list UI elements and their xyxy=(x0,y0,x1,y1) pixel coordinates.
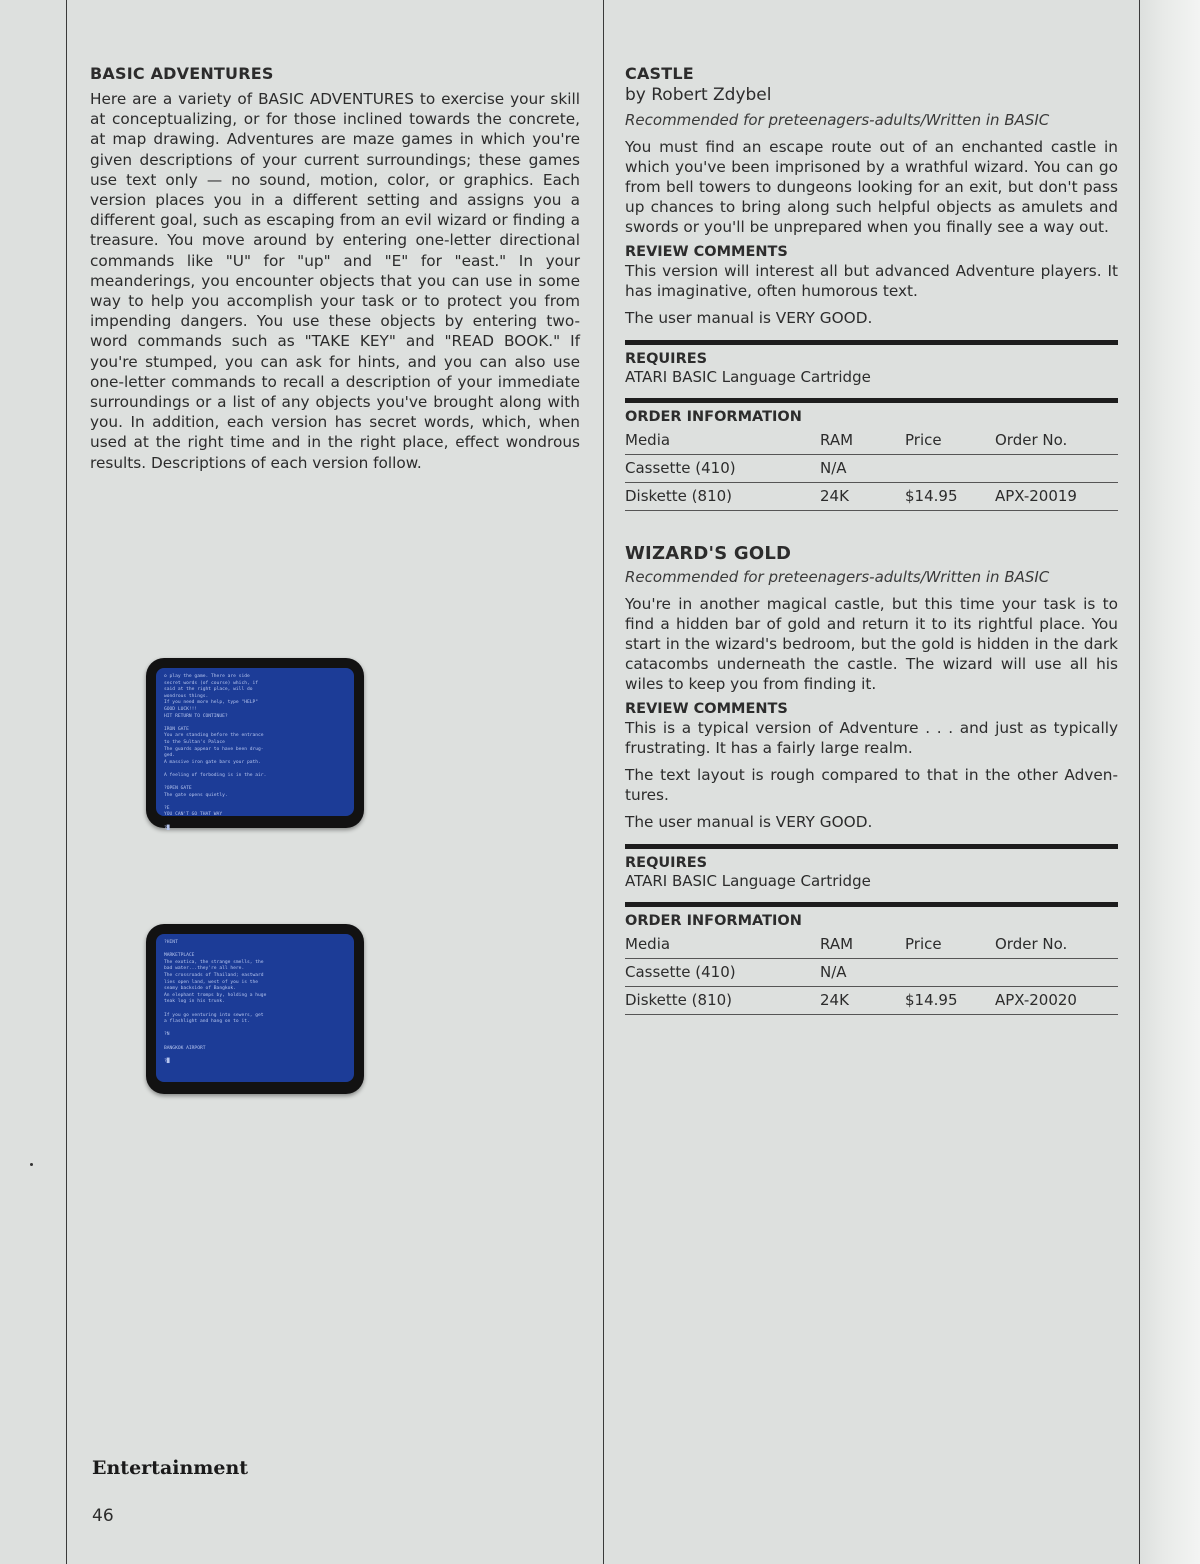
screen-text-line xyxy=(164,1006,346,1013)
screen-text-line: A massive iron gate bars your path. xyxy=(164,759,261,765)
cell-price xyxy=(905,959,995,987)
screen-text-line: You are standing before the entrance xyxy=(164,733,264,739)
wizard-review-heading: REVIEW COMMENTS xyxy=(625,701,788,717)
wizard-requires-heading: REQUIRES xyxy=(625,855,708,871)
left-margin-rule xyxy=(66,0,67,1564)
wizard-review-2: The text layout is rough compared to that in the other Adven-tures. xyxy=(625,766,1118,804)
castle-review-2: The user manual is VERY GOOD. xyxy=(625,309,873,327)
screen-text-line: ?E xyxy=(164,805,170,811)
table-header-row xyxy=(625,427,1118,455)
wizard-description: You're in another magical castle, but this time your task is to find a hidden bar of gold and return it to its rightful place. You start in the wizard's bedroom, but the gold is hidden in the dark catacombs underneath the castle. The wizard will use all his wiles to keep you from finding it. xyxy=(625,595,1118,693)
screen-text-line: MARKETPLACE xyxy=(164,953,195,959)
castle-review-1: This version will interest all but advanced Adventure players. It has imaginative, often humorous text. xyxy=(625,262,1118,300)
right-margin-rule xyxy=(1139,0,1140,1564)
castle-description: You must find an escape route out of an enchanted castle in which you've been imprisoned by a wrathful wizard. You can go from bell towers to dungeons looking for an exit, but don't pass up chances to bring along such helpful objects as amulets and swords or you'll be unprepared when you finally see a way out. xyxy=(625,138,1118,236)
screen-text-line: o play the game. There are side xyxy=(164,674,250,679)
cell-ram: N/A xyxy=(820,455,905,483)
wizard-review-1: This is a typical version of Adventure . . . and just as typically frustrating. It has a fairly large realm. xyxy=(625,719,1118,757)
cell-media: Cassette (410) xyxy=(625,455,820,483)
col-order-no: Order No. xyxy=(995,931,1118,959)
screen-text-line: seamy backside of Bangkok. xyxy=(164,986,236,992)
screen-text-line xyxy=(164,799,346,806)
screen-text-line: IRON GATE xyxy=(164,726,189,732)
screen-text-line: wondrous things. xyxy=(164,693,209,699)
wizard-recommended: Recommended for preteenagers-adults/Written in BASIC xyxy=(625,568,1050,586)
cell-order-no xyxy=(995,959,1118,987)
screen-text-line: The exotica, the strange smells, the xyxy=(164,959,264,965)
screen-text-line: ?OPEN GATE xyxy=(164,786,192,792)
cell-media: Cassette (410) xyxy=(625,959,820,987)
screen-text-line: secret words (of course) which, if xyxy=(164,680,259,686)
screen-text-line: If you need more help, type "HELP" xyxy=(164,700,259,706)
col-price: Price xyxy=(905,931,995,959)
cell-media: Diskette (810) xyxy=(625,987,820,1015)
castle-requires-heading: REQUIRES xyxy=(625,351,708,367)
table-row xyxy=(625,987,1118,1015)
screen-text-line xyxy=(164,819,346,826)
screenshot-wizards-gold xyxy=(146,924,364,1094)
screen-text-line: teak log in his trunk. xyxy=(164,999,225,1005)
wizard-divider-2 xyxy=(625,902,1118,907)
screen-text-line: ?HINT xyxy=(164,940,178,945)
screen-text-line: HIT RETURN TO CONTINUE? xyxy=(164,713,228,719)
basic-adventures-intro: Here are a variety of BASIC ADVENTURES to exercise your skill at conceptualizing, or for those inclined towards the concrete, at map drawing. Adventures are maze games in which you're given descriptions of your current surroundings; these games use text only — no sound, motion, color, or graphics. Each version places you in a different setting and assigns you a different goal, such as escaping from an evil wizard or finding a treasure. You move around by entering one-letter directional commands like "U" for "up" and "E" for "east." In your meanderings, you encounter objects that you can use in some way to help you accomplish your task or to protect you from impending dangers. You use these objects by entering two-word commands such as "TAKE KEY" and "READ BOOK." If you're stumped, you can ask for hints, and you can also use one-letter commands to recall a description of your immediate surroundings or a list of any objects you've brought along with you. In addition, each version has secret words, which, when used at the right time and in the right place, effect wondrous results. Descriptions of each version follow. xyxy=(90,90,580,472)
screen-text-line xyxy=(164,1039,346,1046)
screen-text-line: A feeling of forboding is in the air. xyxy=(164,772,267,778)
wizard-order-table xyxy=(625,931,1118,1015)
col-media: Media xyxy=(625,931,820,959)
cell-order-no xyxy=(995,455,1118,483)
wizard-order-heading: ORDER INFORMATION xyxy=(625,913,802,929)
table-row xyxy=(625,959,1118,987)
screen-text-line: ?█ xyxy=(164,825,170,831)
screen-text-line: GOOD LUCK!!! xyxy=(164,706,198,712)
print-speck xyxy=(30,1163,33,1166)
screen-text-line: BANGKOK AIRPORT xyxy=(164,1045,206,1051)
screen-text-line: ?N xyxy=(164,1032,170,1038)
screen-text-line: ?█ xyxy=(164,1058,170,1064)
col-price: Price xyxy=(905,427,995,455)
table-row xyxy=(625,455,1118,483)
screen-text-line: lies open land, west of you is the xyxy=(164,979,259,985)
castle-order-table xyxy=(625,427,1118,511)
castle-byline: by Robert Zdybel xyxy=(625,85,772,105)
castle-requires: ATARI BASIC Language Cartridge xyxy=(625,368,871,386)
cell-price: $14.95 xyxy=(905,987,995,1015)
col-media: Media xyxy=(625,427,820,455)
wizard-review-3: The user manual is VERY GOOD. xyxy=(625,813,873,831)
screen-text-line: bad water...they're all here. xyxy=(164,966,245,972)
wizards-gold-title: WIZARD'S GOLD xyxy=(625,543,792,564)
section-footer-title: Entertainment xyxy=(92,1457,249,1479)
col-order-no: Order No. xyxy=(995,427,1118,455)
screen-wizard-text xyxy=(156,934,354,1082)
wizard-divider-1 xyxy=(625,844,1118,849)
wizard-requires: ATARI BASIC Language Cartridge xyxy=(625,872,871,890)
cell-order-no: APX-20019 xyxy=(995,483,1118,511)
screen-text-line: The guards appear to have been drug- xyxy=(164,746,264,752)
cell-ram: 24K xyxy=(820,987,905,1015)
cell-ram: N/A xyxy=(820,959,905,987)
screen-text-line: YOU CAN'T GO THAT WAY xyxy=(164,812,223,818)
table-header-row xyxy=(625,931,1118,959)
cell-price xyxy=(905,455,995,483)
cell-media: Diskette (810) xyxy=(625,483,820,511)
cell-order-no: APX-20020 xyxy=(995,987,1118,1015)
col-ram: RAM xyxy=(820,427,905,455)
castle-review-heading: REVIEW COMMENTS xyxy=(625,244,788,260)
page-number: 46 xyxy=(92,1506,114,1526)
screen-text-line xyxy=(164,720,346,727)
screen-text-line: The crossroads of Thailand; eastward xyxy=(164,972,264,978)
castle-divider-2 xyxy=(625,398,1118,403)
screen-text-line xyxy=(164,766,346,773)
center-column-rule xyxy=(603,0,604,1564)
castle-recommended: Recommended for preteenagers-adults/Written in BASIC xyxy=(625,111,1050,129)
table-row xyxy=(625,483,1118,511)
page-edge xyxy=(1138,0,1200,1564)
cell-ram: 24K xyxy=(820,483,905,511)
castle-title: CASTLE xyxy=(625,64,694,83)
screenshot-castle xyxy=(146,658,364,831)
screen-text-line xyxy=(164,1052,346,1059)
screen-text-line: If you go venturing into sewers, get xyxy=(164,1012,264,1018)
screen-text-line: a flashlight and hang on to it. xyxy=(164,1019,250,1025)
col-ram: RAM xyxy=(820,931,905,959)
cell-price: $14.95 xyxy=(905,483,995,511)
right-column xyxy=(625,64,1118,1015)
screen-text-line: said at the right place, will do xyxy=(164,687,253,693)
screen-text-line: to the Sultan's Palace xyxy=(164,739,225,745)
basic-adventures-title: BASIC ADVENTURES xyxy=(90,64,274,83)
screen-text-line: ged. xyxy=(164,753,176,759)
screen-castle-text xyxy=(156,668,354,831)
left-column xyxy=(90,64,580,473)
castle-divider-1 xyxy=(625,340,1118,345)
screen-text-line: The gate opens quietly. xyxy=(164,792,228,798)
screen-text-line xyxy=(164,1026,346,1033)
castle-order-heading: ORDER INFORMATION xyxy=(625,409,802,425)
screen-text-line: An elephant tromps by, holding a huge xyxy=(164,992,267,998)
